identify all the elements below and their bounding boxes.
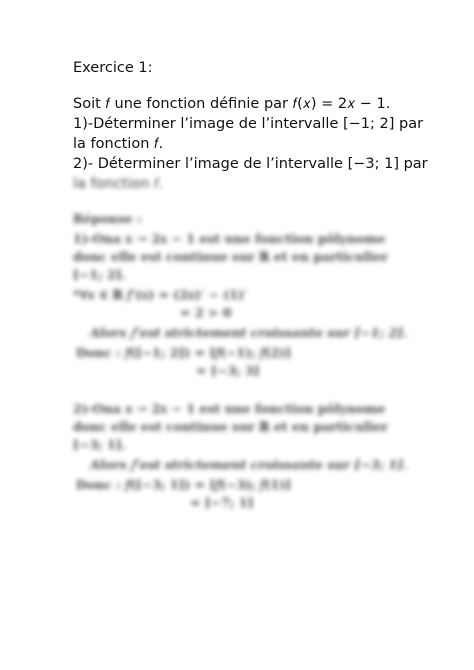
answer-line: [−1; 2]. (73, 267, 127, 282)
answer-line: = [−7; 1] (190, 495, 254, 510)
answer-heading: Réponse : (73, 211, 142, 226)
statement-line-2: 1)-Déterminer l’image de l’intervalle [−1; 2] par (73, 116, 424, 132)
answer-line: Alors 𝑓 est strictement croissante sur [−3; 1]. (90, 457, 408, 472)
answer-line: donc elle est continue sur ℝ et en particulier (73, 249, 388, 264)
answer-line: [−3; 1]. (73, 437, 127, 452)
answer-line: = [−3; 3] (196, 363, 260, 378)
answer-line: *∀𝑥 ∈ ℝ 𝑓′(𝑥) = (2𝑥)′ − (1)′ (73, 287, 248, 302)
answer-line: Alors 𝑓 est strictement croissante sur [−1; 2]. (90, 325, 408, 340)
statement-line-5: la fonction 𝑓. (73, 176, 164, 192)
answer-line: 2)-Ona 𝑥 → 2𝑥 − 1 est une fonction pôlynome (73, 401, 386, 416)
answer-line: Donc : 𝑓([−3; 1]) = [𝑓(−3); 𝑓(1)] (76, 477, 292, 492)
answer-line: = 2 > 0 (180, 305, 232, 320)
answer-line: 1)-Ona 𝑥 → 2𝑥 − 1 est une fonction pôlynome (73, 231, 386, 246)
statement-line-3: la fonction 𝑓. (73, 136, 164, 152)
exercise-title: Exercice 1: (73, 60, 153, 76)
answer-line: Donc : 𝑓([−1; 2]) = [𝑓(−1); 𝑓(2)] (76, 345, 292, 360)
statement-line-1: Soit 𝑓 une fonction définie par 𝑓(𝑥) = 2𝑥 − 1. (73, 96, 391, 112)
statement-line-4: 2)- Déterminer l’image de l’intervalle [−3; 1] par (73, 156, 428, 172)
answer-line: donc elle est continue sur ℝ et en particulier (73, 419, 388, 434)
